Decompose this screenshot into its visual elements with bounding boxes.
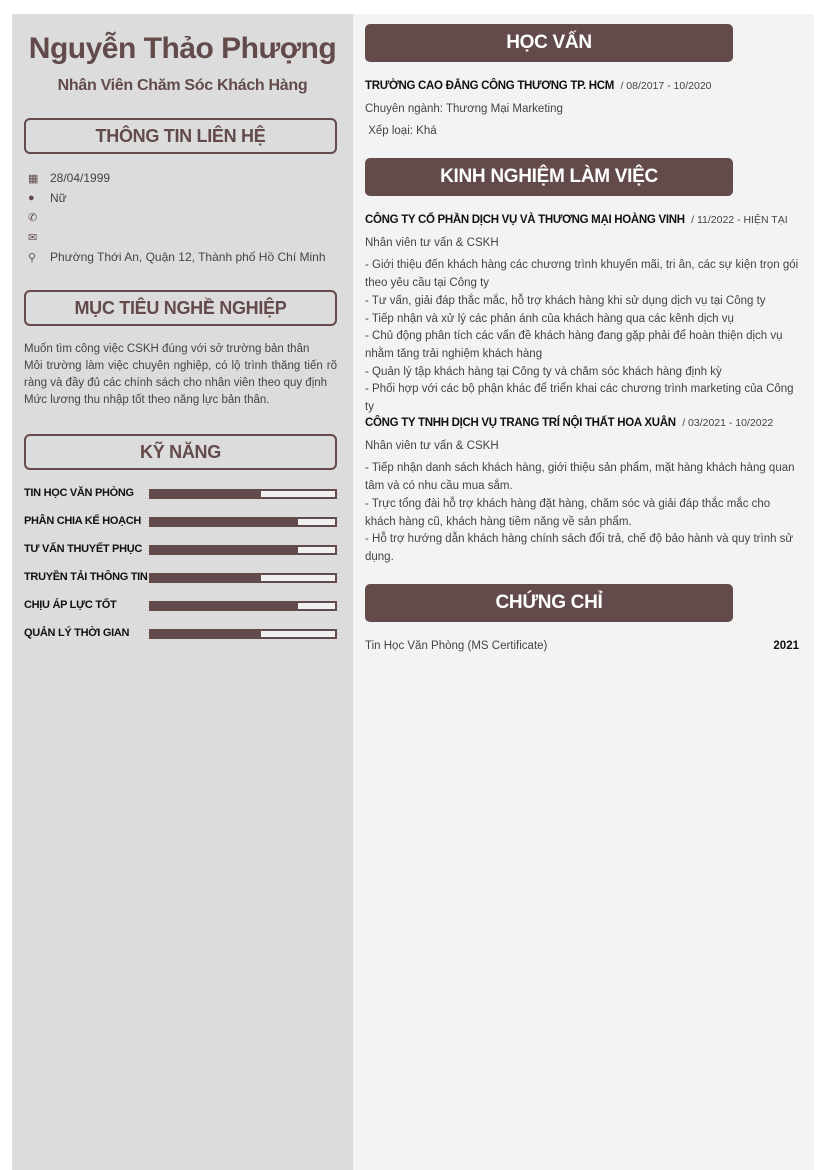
job-title: Nhân Viên Chăm Sóc Khách Hàng [57,77,308,94]
job-duty: - Tiếp nhận danh sách khách hàng, giới thiệu sản phẩm, mặt hàng khách hàng quan tâm và có nhu cầu mua sắm. [365,462,795,493]
job-duty: - Chủ động phân tích các vấn đề khách hàng đang gặp phải để hoàn thiện dịch vụ nhằm tăng trải nghiệm khách hàng [365,330,783,360]
job-duty: - Phối hợp với các bộ phận khác để triển khai các chương trình marketing của Công ty [365,383,794,414]
job-role: Nhân viên tư vấn & CSKH [365,439,499,452]
contact-gender [28,190,67,206]
skill-bar-fill [151,631,261,637]
phone-icon: ✆ [28,211,38,224]
objective-line: Môi trường làm việc chuyên nghiệp, có lộ trình thăng tiến rõ ràng và đầy đủ các chính sách cho nhân viên theo quy định [24,360,337,389]
skill-bar [149,545,337,555]
education-entry [365,78,799,141]
contact-phone [28,209,50,225]
job-period: / 11/2022 - HIỆN TẠI [691,214,788,226]
objective-heading: MỤC TIÊU NGHỀ NGHIỆP [24,290,337,326]
job-duty: - Tư vấn, giải đáp thắc mắc, hỗ trợ khách hàng khi sử dụng dịch vụ tại Công ty [365,294,766,307]
job-role: Nhân viên tư vấn & CSKH [365,236,499,249]
main-content [353,14,814,1170]
objective-line: Mức lương thu nhập tốt theo năng lực bản thân. [24,394,270,406]
skill-bar-fill [151,519,298,525]
contact-birthday [28,170,110,186]
skill-label: TRUYỀN TẢI THÔNG TIN [24,571,148,583]
skills-heading: KỸ NĂNG [24,434,337,470]
skill-bar [149,601,337,611]
job-duty: - Trực tổng đài hỗ trợ khách hàng đặt hàng, chăm sóc và giải đáp thắc mắc cho khách hàng cũ, khách hàng tiềm năng về sản phẩm. [365,497,771,528]
skill-bar [149,517,337,527]
user-icon: ● [28,192,35,204]
objective-line: Muốn tìm công việc CSKH đúng với sở trường bản thân [24,343,310,355]
job-period: / 03/2021 - 10/2022 [682,417,774,429]
certificate-item [365,638,799,656]
job-entry [365,212,799,417]
skill-label: TƯ VẤN THUYẾT PHỤC [24,543,143,555]
contact-address [28,249,326,265]
job-duty: - Quản lý tập khách hàng tại Công ty và chăm sóc khách hàng định kỳ [365,365,722,378]
job-duty: - Hỗ trợ hướng dẫn khách hàng chính sách đổi trả, chế độ bảo hành và quy trình sử dụng. [365,533,794,563]
rank: Xếp loại: Khá [365,125,437,138]
skill-bar-fill [151,491,261,497]
certificate-name: Tin Học Văn Phòng (MS Certificate) [365,640,548,652]
skill-item [24,487,337,501]
company-name: CÔNG TY CỔ PHẦN DỊCH VỤ VÀ THƯƠNG MẠI HOÀNG VINH [365,214,685,226]
major: Chuyên ngành: Thương Mại Marketing [365,102,563,115]
school-name: TRƯỜNG CAO ĐẲNG CÔNG THƯƠNG TP. HCM [365,80,615,92]
contact-email [28,229,50,245]
job-duty: - Tiếp nhận và xử lý các phản ánh của khách hàng qua các kênh dịch vụ [365,312,734,325]
education-heading: HỌC VẤN [365,24,733,62]
skill-item [24,599,337,613]
sidebar [12,14,353,1170]
job-duty: - Giới thiệu đến khách hàng các chương trình khuyến mãi, tri ân, các sự kiện trọn gói theo yêu cầu tại Công ty [365,259,799,290]
candidate-name: Nguyễn Thảo Phượng [28,32,337,65]
company-name: CÔNG TY TNHH DỊCH VỤ TRANG TRÍ NỘI THẤT HOA XUÂN [365,417,676,429]
skill-bar-fill [151,575,261,581]
contact-heading: THÔNG TIN LIÊN HỆ [24,118,337,154]
objective-text [24,341,337,409]
calendar-icon: ▦ [28,172,39,185]
skill-bar-fill [151,547,298,553]
certificate-year: 2021 [773,640,799,652]
skill-item [24,543,337,557]
skill-bar [149,489,337,499]
skill-label: QUẢN LÝ THỜI GIAN [24,627,130,639]
education-period: / 08/2017 - 10/2020 [620,80,712,92]
birthday-text: 28/04/1999 [50,171,111,185]
skill-label: PHÂN CHIA KẾ HOẠCH [24,515,142,527]
skill-item [24,515,337,529]
gender-text: Nữ [50,191,67,205]
skill-item [24,571,337,585]
skill-item [24,627,337,641]
map-marker-icon: ⚲ [28,251,37,264]
skill-bar-fill [151,603,298,609]
skill-label: TIN HỌC VĂN PHÒNG [24,487,134,499]
certificates-heading: CHỨNG CHỈ [365,584,733,622]
experience-heading: KINH NGHIỆM LÀM VIỆC [365,158,733,196]
skill-bar [149,629,337,639]
skill-label: CHỊU ÁP LỰC TỐT [24,599,117,611]
envelope-icon: ✉ [28,231,38,244]
address-text: Phường Thới An, Quận 12, Thành phố Hồ Chí Minh [50,250,326,264]
skill-bar [149,573,337,583]
job-entry [365,415,799,567]
